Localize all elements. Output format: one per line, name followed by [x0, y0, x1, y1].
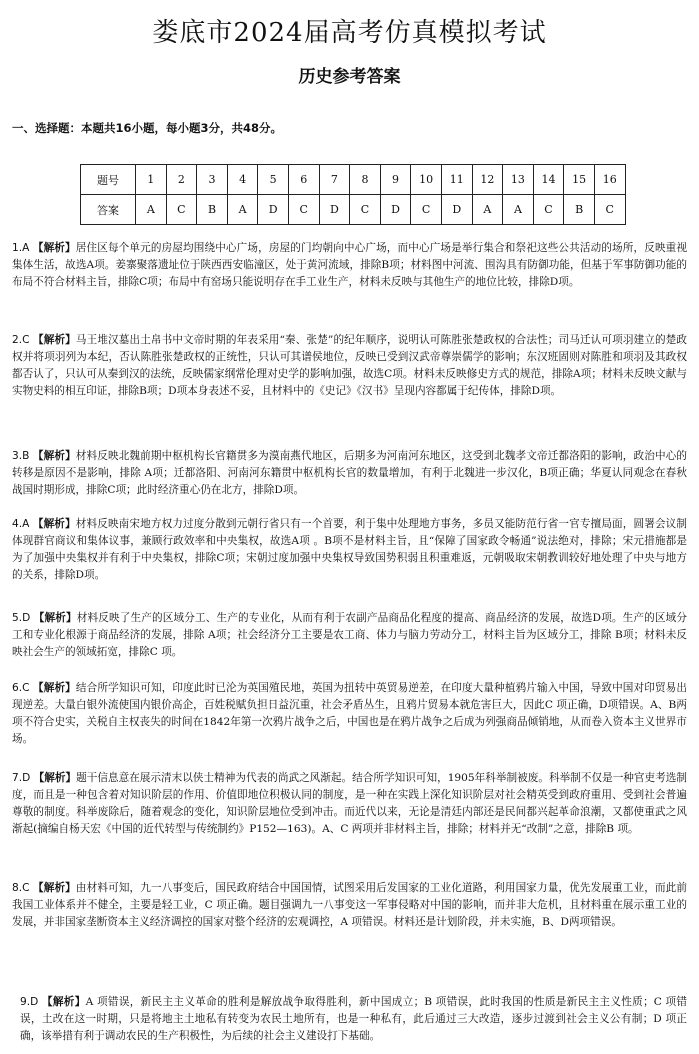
question-number: 5	[258, 165, 289, 195]
answer-letter: A	[472, 195, 503, 225]
answer-letter: C	[166, 195, 197, 225]
item-text: 材料反映北魏前期中枢机构长官籍贯多为漠南燕代地区，后期多为河南河东地区，这受到北魏孝文帝迁都洛阳的影响，政治中心的转移是原因不是影响，排除 A项；迁都洛阳、河南河东籍贯中枢机构长官的数量增加，有利于北魏进一步汉化，B项正确；华夏认同观念在春秋战国时期形成，排除C项；此时经济重心仍在北方，排除D项。	[12, 450, 687, 496]
item-text: 居住区每个单元的房屋均围绕中心广场，房屋的门均朝向中心广场，而中心广场是举行集合和祭祀这些公共活动的场所，反映重视集体生活，故选A项。姜寨聚落遗址位于陕西西安临潼区，处于黄河流域，排除B项；材料图中河流、围沟具有防御功能，但基于军事防御功能的布局不符合材料主旨，排除C项；布局中有窑场只能说明存在手工业生产，材料未反映与其他生产的地位比较，排除D项。	[12, 242, 687, 288]
answer-letter: A	[227, 195, 258, 225]
answer-letter: C	[350, 195, 381, 225]
item-text: 马王堆汉墓出土帛书中文帝时期的年表采用“秦、张楚”的纪年顺序，说明认可陈胜张楚政权的合法性；司马迁认可项羽建立的楚政权并将项羽列为本纪，否认陈胜张楚政权的正统性，只认可其谱侯地位，反映已受到汉武帝尊崇儒学的影响；东汉班固则对陈胜和项羽及其政权都否认了，只认可从秦到汉的法统，反映儒家纲常伦理对史学的影响加强，故选C项。材料未反映修史方式的规范，排除A项；材料未反映文献与实物史料的相互印证，排除B项；D项本身表述不妥，且材料中的《史记》《汉书》呈现内容都属于纪传体，排除D项。	[12, 334, 688, 397]
explanation-item	[12, 332, 687, 400]
explanation-item	[20, 994, 687, 1045]
answer-letter: C	[594, 195, 625, 225]
item-text: A 项错误，新民主主义革命的胜利是解放战争取得胜利，新中国成立；B 项错误，此时我国的性质是新民主主义性质；C 项错误，土改在这一时期，只是将地主土地私有转变为农民土地所有，也是一种私有，此后通过三大改造，逐步过渡到社会主义公有制；D 项正确，该举措有利于调动农民的生产积极性，为后续的社会主义建设打下基础。	[20, 996, 688, 1042]
question-number: 15	[564, 165, 595, 195]
answer-letter: D	[441, 195, 472, 225]
question-number: 8	[350, 165, 381, 195]
item-number: 9.D	[20, 996, 39, 1008]
explanation-item	[12, 240, 687, 291]
question-number: 3	[197, 165, 228, 195]
item-text: 题干信息意在展示清末以侠士精神为代表的尚武之风渐起。结合所学知识可知，1905年科举制被废。科举制不仅是一种官吏考选制度，而且是一种包含着对知识阶层的作用、价值即地位积极认同的制度，是一种在实践上深化知识阶层对社会精英受到政府重用、受到社会普遍尊敬的制度。科举废除后，随着观念的变化，知识阶层地位受到冲击。而近代以来，无论是清廷内部还是民间都兴起革命浪潮，又都使重武之风渐起(摘编自杨天宏《中国的近代转型与传统制约》P152—163)。A、C 两项并非材料主旨，排除；材料并无“改制”之意，排除B 项。	[12, 772, 687, 835]
row-label-answer: 答案	[81, 195, 136, 225]
analysis-tag: 【解析】	[33, 772, 77, 784]
analysis-tag: 【解析】	[33, 334, 76, 346]
explanation-item	[12, 880, 687, 931]
question-number: 4	[227, 165, 258, 195]
explanation-item	[12, 770, 687, 838]
question-number: 6	[288, 165, 319, 195]
question-number: 1	[136, 165, 167, 195]
item-text: 材料反映南宋地方权力过度分散到元朝行省只有一个首要，利于集中处理地方事务，多员又能防范行省一官专擅局面，圆署会议制体现群官商议和集体议事，兼顾行政效率和中央集权，故选A项 。B项不是材料主旨，且“保障了国家政令畅通”说法绝对，排除；宋元措施都是为了加强中央集权并有利于中央集权，排除C项；宋朝过度加强中央集权导致国势积弱且积重难返，元朝吸取宋朝教训较好地处理了中央与地方的关系，排除D项。	[12, 518, 687, 581]
analysis-tag: 【解析】	[32, 518, 76, 530]
question-number: 16	[594, 165, 625, 195]
answer-letter: D	[258, 195, 289, 225]
question-number: 9	[380, 165, 411, 195]
answer-table	[80, 164, 626, 225]
page-subtitle: 历史参考答案	[298, 67, 401, 87]
question-number: 12	[472, 165, 503, 195]
item-number: 2.C	[12, 334, 30, 346]
item-number: 1.A	[12, 242, 30, 254]
item-number: 6.C	[12, 682, 30, 694]
question-number: 7	[319, 165, 350, 195]
explanation-item	[12, 516, 687, 584]
item-number: 5.D	[12, 612, 31, 624]
answer-letter: A	[136, 195, 167, 225]
answer-letter: C	[533, 195, 564, 225]
analysis-tag: 【解析】	[33, 612, 77, 624]
item-number: 4.A	[12, 518, 30, 530]
answer-letter: B	[197, 195, 228, 225]
question-number: 11	[441, 165, 472, 195]
answer-letter: C	[288, 195, 319, 225]
question-number: 13	[503, 165, 534, 195]
answer-letter: A	[503, 195, 534, 225]
analysis-tag: 【解析】	[33, 882, 76, 894]
analysis-tag: 【解析】	[32, 242, 76, 254]
answer-row	[81, 195, 626, 225]
item-text: 由材料可知，九一八事变后，国民政府结合中国国情，试图采用后发国家的工业化道路，利用国家力量，优先发展重工业，而此前我国工业体系并不健全，主要是轻工业，C 项正确。题目强调九一八事变这一军事侵略对中国的影响，而并非大危机，且材料重在展示重工业的发展，并非国家垄断资本主义经济调控的国家对整个经济的宏观调控，A 项错误。材料还是计划阶段，并未实施，B、D两项错误。	[12, 882, 688, 928]
answer-letter: D	[380, 195, 411, 225]
question-number: 14	[533, 165, 564, 195]
analysis-tag: 【解析】	[32, 450, 76, 462]
explanation-item	[12, 610, 687, 661]
answer-letter: D	[319, 195, 350, 225]
page-title: 娄底市2024届高考仿真模拟考试	[152, 18, 547, 48]
item-text: 结合所学知识可知，印度此时已沦为英国殖民地，英国为扭转中英贸易逆差，在印度大量种植鸦片输入中国，导致中国对印贸易出现逆差。大量白银外流使国内银价高企，百姓税赋负担日益沉重，社会矛盾丛生，且鸦片贸易本就危害巨大，因此C 项正确，D项错误。A、B两项不符合史实，关税自主权丧失的时间在1842年第一次鸦片战争之后，中国也是在鸦片战争之后成为列强商品倾销地，从而卷入资本主义世界市场。	[12, 682, 688, 745]
item-number: 8.C	[12, 882, 30, 894]
question-number: 10	[411, 165, 442, 195]
item-number: 7.D	[12, 772, 31, 784]
row-label-number: 题号	[81, 165, 136, 195]
explanation-item	[12, 448, 687, 499]
question-number-row	[81, 165, 626, 195]
explanation-item	[12, 680, 687, 748]
item-text: 材料反映了生产的区域分工、生产的专业化，从而有利于农副产品商品化程度的提高、商品经济的发展，故选D项。生产的区域分工和专业化根源于商品经济的发展，排除 A项；社会经济分工主要是农工商、体力与脑力劳动分工，材料主旨为区域分工，排除 B项；材料未反映社会生产的领域拓宽，排除C 项。	[12, 612, 687, 658]
section-heading: 一、选择题：本题共16小题，每小题3分，共48分。	[12, 121, 283, 135]
answer-letter: C	[411, 195, 442, 225]
answer-letter: B	[564, 195, 595, 225]
item-number: 3.B	[12, 450, 30, 462]
analysis-tag: 【解析】	[41, 996, 86, 1008]
question-number: 2	[166, 165, 197, 195]
analysis-tag: 【解析】	[33, 682, 76, 694]
